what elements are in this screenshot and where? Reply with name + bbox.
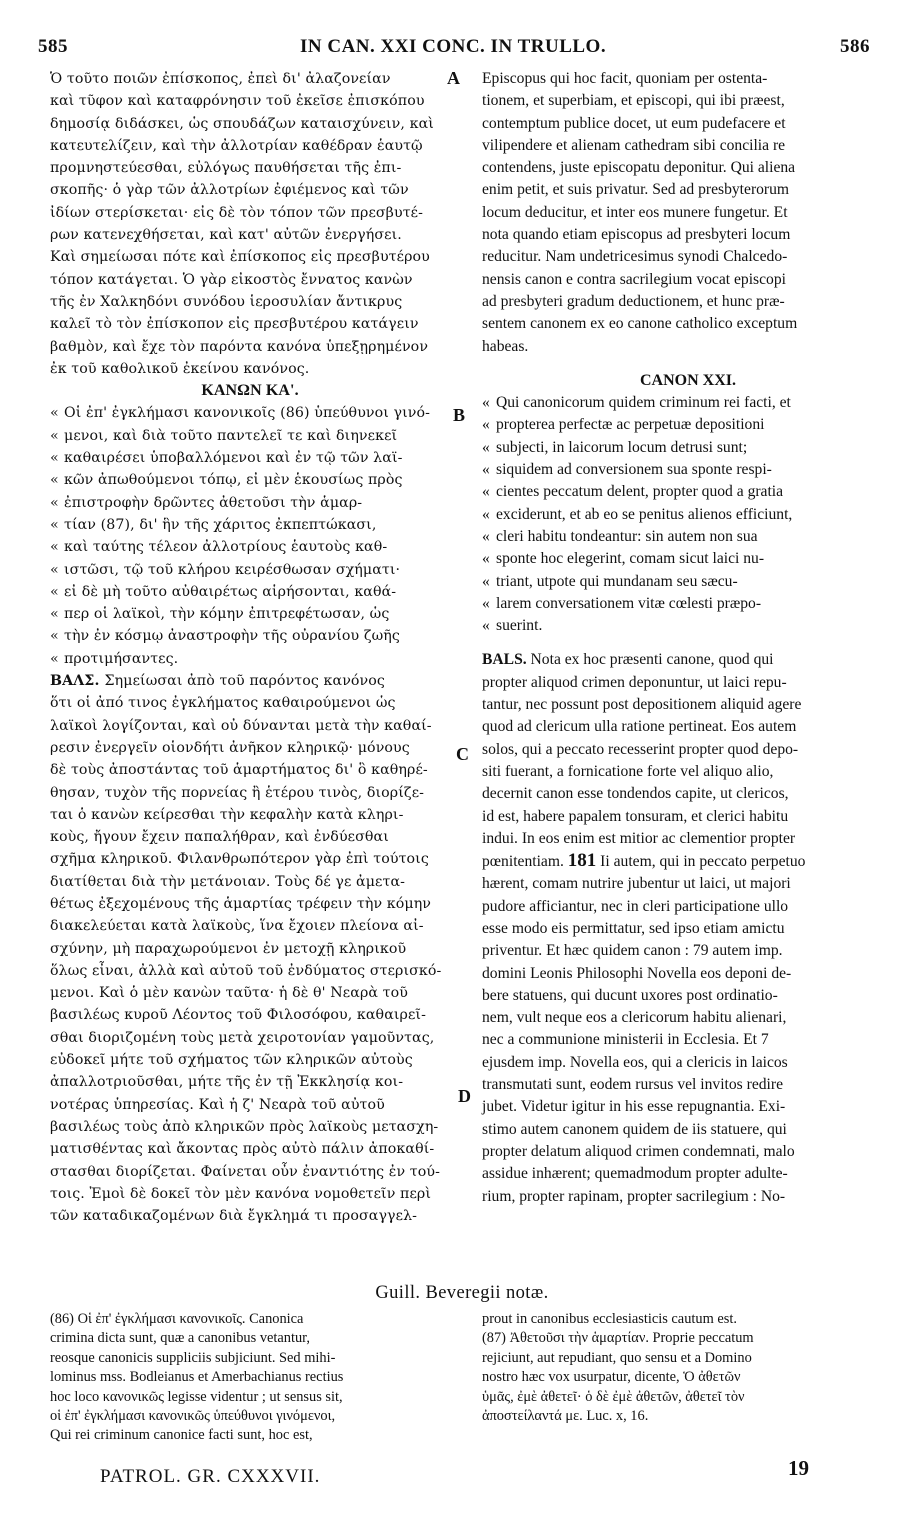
text-line [50,90,450,112]
quote-mark: « [482,572,490,590]
quote-mark: « [50,405,59,422]
note-line [50,1407,464,1426]
commentary-line [482,963,894,985]
commentary-line [50,782,450,804]
commentary-line-text: βασιλέως κυροῦ Λέοντος τοῦ Φιλοσόφου, καθαιρεῖ- [50,1007,426,1024]
commentary-line [50,871,450,893]
commentary-line-text: βασιλέως τοὺς ἀπὸ κληρικῶν πρὸς λαϊκοὺς μετασχη- [50,1118,439,1135]
latin-bals-181-pre: pœnitentiam. [482,853,564,871]
commentary-line [482,806,894,828]
greek-balsamon-commentary [50,670,450,1227]
quote-mark: « [50,472,59,489]
text-line [50,135,450,157]
canon-line-text: sponte hoc elegerint, comam sicut laici nu- [496,550,765,568]
text-line-text: nensis canon e contra sacrilegium vocat episcopi [482,270,786,288]
footer-series: PATROL. GR. CXXXVII. [100,1466,321,1487]
commentary-line-text: nem, vult neque eos a clericorum habitu alienari, [482,1009,787,1027]
latin-balsamon-continued [482,873,894,1207]
column-number-181: 181 [567,850,597,872]
commentary-line-text: ται ὁ κανὼν κείρεσθαι τὴν κεφαλὴν κατὰ κληρι- [50,806,404,823]
quote-mark: « [482,550,490,568]
quote-mark: « [482,483,490,501]
text-line-text: habeas. [482,337,529,355]
page-number-left: 585 [38,36,68,57]
latin-column [482,68,894,1208]
text-line [50,336,450,358]
text-line [482,313,894,335]
text-line-text: σκοπῆς· ὁ γὰρ τῶν ἀλλοτρίων ἐφιέμενος καὶ τῶν [50,182,409,199]
commentary-line [482,1029,894,1051]
canon-line-text: siquidem ad conversionem sua sponte respi- [496,461,772,479]
canon-line [482,414,894,436]
commentary-line [482,1141,894,1163]
canon-line-text: ἐπιστροφὴν δρῶντες ἀθετοῦσι τὴν ἁμαρ- [64,494,363,511]
latin-bals-181-post: Ii autem, qui in peccato perpetuo [600,853,806,871]
commentary-line-text: tantur, nec possunt post depositionem aliquid agere [482,696,802,714]
note-line [482,1388,894,1407]
commentary-line-text: decernit canon esse tondendos capite, ut clericos, [482,785,789,803]
commentary-line-text: indui. In eos enim est mitior ac clementior propter [482,829,796,847]
commentary-line-text: assidue inhærent; quemadmodum propter adulte- [482,1165,788,1183]
canon-line [50,425,450,447]
greek-canon-text [50,402,450,670]
note-line [482,1329,894,1348]
commentary-line-text: bere statuens, qui ducunt uxores post ordinatio- [482,986,778,1004]
commentary-line-text: ejusdem imp. Novella eos, qui a clericis in laicos [482,1053,788,1071]
commentary-line [50,1138,450,1160]
margin-marker-d: D [458,1086,471,1106]
commentary-line-text: priventur. Et hæc quidem canon : 79 autem imp. [482,942,783,960]
text-line-text: τῆς ἐν Χαλκηδόνι συνόδου ἱεροσυλίαν ἄντικρυς [50,293,403,310]
commentary-line-text: διακελεύεται κατὰ λαϊκοὺς, ἵνα ἔχοιεν πλείονα αἰ- [50,918,424,935]
commentary-line-text: θέτως ἐξεχομένους τῆς ἁμαρτίας τρέφειν τὴν κόμην [50,895,432,912]
text-line-text: Episcopus qui hoc facit, quoniam per ostenta- [482,70,768,87]
commentary-line [482,896,894,918]
commentary-line-text: id est, habere papalem tonsuram, et clerici habitu [482,807,789,825]
commentary-line-text: Nota ex hoc præsenti canone, quod qui [530,651,774,669]
text-line [482,90,894,112]
commentary-line [482,649,894,671]
canon-line [482,392,894,414]
commentary-line [482,828,894,850]
commentary-line-text: Σημείωσαι ἀπὸ τοῦ παρόντος κανόνος [104,673,385,690]
commentary-line [482,672,894,694]
note-line-text: (87) Ἀθετοῦσι τὴν ἁμαρτίαν. Proprie peccatum [482,1330,754,1347]
commentary-label: BALS. [482,651,531,669]
commentary-line [50,1205,450,1227]
canon-line [482,548,894,570]
quote-mark: « [50,561,59,578]
commentary-label: ΒΑΛΣ. [50,673,105,690]
latin-canon-text [482,392,894,637]
note-line [50,1349,464,1368]
canon-line [482,526,894,548]
text-line [482,246,894,268]
commentary-line-text: τῶν καταδικαζομένων διὰ ἔγκλημά τι προσαγγελ- [50,1208,418,1225]
commentary-line [50,1071,450,1093]
commentary-line-text: nec a communione ministerii in Ecclesia. Et 7 [482,1031,769,1049]
text-line-text: ad presbyteri gradum deductionem, et hunc præ- [482,292,785,310]
commentary-line-text: λαϊκοὶ λογίζονται, καὶ οὐ δύνανται μετὰ τὴν καθαί- [50,717,432,734]
text-line [482,224,894,246]
commentary-line-text: solos, qui a peccato recesserint propter quod depo- [482,740,799,758]
note-line [50,1426,464,1445]
note-line [482,1368,894,1387]
text-line-text: Καὶ σημείωσαι πότε καὶ ἐπίσκοπος εἰς πρεσβυτέρου [50,249,430,266]
text-line-text: ἐκ τοῦ καθολικοῦ ἐκείνου κανόνος. [50,360,310,377]
quote-mark: « [482,461,490,479]
margin-marker-b: B [453,405,466,425]
commentary-line-text: quod ad clericum ulla ratione pertineat. Eos autem [482,718,797,736]
commentary-line [50,1116,450,1138]
canon-line-text: καὶ ταύτης τέλεον ἀλλοτρίους ἑαυτοὺς καθ- [64,539,388,556]
text-line-text: enim petit, et suis privatur. Sed ad presbyterorum [482,181,790,199]
commentary-line [482,918,894,940]
canon-line-text: subjecti, in laicorum locum detrusi sunt; [496,438,748,456]
commentary-line-text: rium, propter rapinam, propter sacrilegium : No- [482,1187,786,1205]
canon-line [482,504,894,526]
canon-line-text: κῶν ἀπωθούμενοι τόπῳ, εἰ μὲν ἑκουσίως πρὸς [64,472,403,489]
canon-line [482,615,894,637]
canon-line [50,581,450,603]
note-line-text: reosque canonicis suppliciis subjiciunt. Sed mihi- [50,1349,336,1366]
note-line-text: ὑμᾶς, ἐμὲ ἀθετεῖ· ὁ δὲ ἐμὲ ἀθετῶν, ἀθετεῖ τὸν [482,1388,745,1405]
canon-line-text: τίαν (87), δι' ἣν τῆς χάριτος ἐκπεπτώκασι, [64,516,377,533]
notes-right-column [482,1310,894,1426]
canon-line [50,559,450,581]
text-line-text: reducitur. Nam undetricesimus synodi Chalcedo- [482,248,788,266]
commentary-line [50,759,450,781]
text-line [482,336,894,358]
canon-line [482,481,894,503]
canon-line [482,593,894,615]
note-line-text: nostro hæc vox usurpatur, dicente, Ὁ ἀθετῶν [482,1369,741,1386]
canon-line [50,469,450,491]
canon-line [50,492,450,514]
canon-line [50,447,450,469]
quote-mark: « [50,539,59,556]
latin-intro [482,68,894,358]
commentary-line [50,1094,450,1116]
text-line-text: βαθμὸν, καὶ ἔχε τὸν παρόντα κανόνα ὑπεξῃρημένον [50,338,429,355]
commentary-line-text: δὲ τοὺς ἀποστάντας τοῦ ἁμαρτήματος δι' ὃ καθηρέ- [50,762,428,779]
canon-line-text: προτιμήσαντες. [64,650,179,667]
commentary-line-text: σχύνην, μὴ παραχωρούμενοι ἐν μετοχῇ κληρικοῦ [50,940,407,957]
commentary-line [482,1119,894,1141]
commentary-line-text: hærent, comam nutrire jubentur ut laici, ut majori [482,875,791,893]
commentary-line-text: σθαι διοριζομένη τοὺς μετὰ χειροτονίαν γαμοῦντας, [50,1029,435,1046]
commentary-line [50,960,450,982]
text-line-text: δημοσίᾳ διδάσκει, ὡς σπουδάζων καταισχύνειν, καὶ [50,115,434,132]
canon-line-text: Qui canonicorum quidem criminum rei facti, et [496,394,791,412]
commentary-line [50,915,450,937]
text-line [482,202,894,224]
commentary-line-text: domini Leonis Philosophi Novella eos deponi de- [482,964,792,982]
text-line-text: καλεῖ τὸ τὸν ἐπίσκοπον εἰς πρεσβυτέρου κατάγειν [50,316,419,333]
canon-line [50,514,450,536]
commentary-line-text: propter aliquod crimen deponuntur, ut laici repu- [482,673,787,691]
commentary-line-text: μενοι. Καὶ ὁ μὲν κανὼν ταῦτα· ἡ δὲ θ' Νεαρὰ τοῦ [50,985,408,1002]
note-line [482,1407,894,1426]
commentary-line [50,737,450,759]
commentary-line [482,985,894,1007]
commentary-line [50,848,450,870]
text-line [482,157,894,179]
text-line [50,202,450,224]
text-line-text: tionem, et superbiam, et episcopi, qui ibi præest, [482,92,785,110]
note-line-text: crimina dicta sunt, quæ a canonibus vetantur, [50,1330,310,1347]
canon-line [482,459,894,481]
canon-line-text: καθαιρέσει ὑποβαλλόμενοι καὶ ἐν τῷ τῶν λαϊ- [64,450,403,467]
text-line [50,246,450,268]
canon-line [50,648,450,670]
text-line [50,113,450,135]
quote-mark: « [482,394,490,412]
commentary-line [482,1074,894,1096]
greek-intro [50,68,450,380]
canon-line [50,625,450,647]
canon-line-text: cleri habitu tondeantur: sin autem non sua [496,527,758,545]
text-line-text: κατευτελίζειν, καὶ τὴν ἀλλοτρίαν καθέδραν ἑαυτῷ [50,137,423,154]
commentary-line-text: transmutati sunt, eodem rursus vel invitos redire [482,1076,783,1094]
commentary-line [50,1004,450,1026]
canon-line-text: μενοι, καὶ διὰ τοῦτο παντελεῖ τε καὶ διηνεκεῖ [64,427,398,444]
text-line [50,68,450,90]
canon-line-text: larem conversationem vitæ cœlesti præpo- [496,594,762,612]
quote-mark: « [482,416,490,434]
canon-line [50,603,450,625]
quote-mark: « [482,594,490,612]
footer-signature: 19 [788,1456,809,1480]
text-line [50,179,450,201]
canon-line [50,402,450,424]
greek-column [50,68,450,1227]
canon-line [482,571,894,593]
note-line-text: lominus mss. Bodleianus et Amerbachianus rectius [50,1369,344,1386]
commentary-line [482,761,894,783]
text-line [50,313,450,335]
commentary-line [482,1007,894,1029]
text-line [50,291,450,313]
note-line-text: rejiciunt, aut repudiant, quo sensu et a Domino [482,1349,752,1366]
quote-mark: « [482,617,490,635]
commentary-line [50,1183,450,1205]
text-line [482,179,894,201]
latin-canon-heading: CANON XXI. [640,371,736,389]
text-line [482,135,894,157]
commentary-line-text: esse modo eis permittatur, sed ipso etiam amictu [482,919,785,937]
text-line [50,269,450,291]
commentary-line-text: τοις. Ἐμοὶ δὲ δοκεῖ τὸν μὲν κανόνα νομοθετεῖν περὶ [50,1185,432,1202]
text-line-text: καὶ τῦφον καὶ καταφρόνησιν τοῦ ἐκεῖσε ἐπισκόπου [50,93,425,110]
canon-line-text: τὴν ἐν κόσμῳ ἀναστροφὴν τῆς οὐρανίου ζωῆς [64,628,400,645]
note-line [50,1368,464,1387]
quote-mark: « [50,606,59,623]
commentary-line-text: διατίθεται διὰ τὴν μετάνοιαν. Τοὺς δέ γε ἀμετα- [50,873,406,890]
commentary-line-text: σχῆμα κληρικοῦ. Φιλανθρωπότερον γὰρ ἐπὶ τούτοις [50,851,429,868]
commentary-line [50,893,450,915]
canon-line-text: propterea perfectæ ac perpetuæ depositioni [496,416,765,434]
text-line-text: προμνηστεύεσθαι, εὐλόγως παυθήσεται τῆς ἐπι- [50,160,402,177]
commentary-line-text: stimo autem canonem quidem de iis statuere, qui [482,1120,787,1138]
commentary-line-text: ἀπαλλοτριοῦσθαι, μήτε τῆς ἐν τῇ Ἐκκλησίᾳ κοι- [50,1074,404,1091]
commentary-line-text: κοὺς, ἤγουν ἔχειν παπαλήθραν, καὶ ἐνδύεσθαι [50,829,389,846]
commentary-line-text: εὐδοκεῖ μήτε τοῦ σχήματος τῶν κληρικῶν αὐτοὺς [50,1052,413,1069]
note-line [50,1388,464,1407]
canon-line-text: ιστῶσι, τῷ τοῦ κλήρου κειρέσθωσαν σχήματι· [64,561,401,578]
commentary-line-text: ρεσιν ἐνεργεῖν οἱονδήτι ἀνῆκον κληρικῷ· μόνους [50,739,410,756]
canon-line-text: εἰ δὲ μὴ τοῦτο αὐθαιρέτως αἱρήσονται, καθά- [64,583,397,600]
commentary-line [50,715,450,737]
note-line-text: οἱ ἐπ' ἐγκλήμασι κανονικῶς ὑπεύθυνοι γινόμενοι, [50,1408,336,1425]
canon-line-text: suerint. [496,617,543,635]
commentary-line [50,670,450,692]
commentary-line-text: ματισθέντας καὶ ἄκοντας πρὸς αὐτὸ πάλιν ἀποκαθί- [50,1141,435,1158]
note-line-text: ἀποστείλαντά με. Luc. x, 16. [482,1408,649,1425]
text-line-text: nota quando etiam episcopus ad presbyteri locum [482,226,791,244]
commentary-line [482,694,894,716]
quote-mark: « [482,505,490,523]
text-line-text: vilipendere et alienam cathedram sibi concilia re [482,136,786,154]
note-line-text: (86) Οἱ ἐπ' ἐγκλήμασι κανονικοῖς. Canonica [50,1311,304,1327]
canon-line-text: exciderunt, et ab eo se penitus alienos efficiunt, [496,505,793,523]
quote-mark: « [482,438,490,456]
text-line [482,291,894,313]
note-line-text: hoc loco κανονικῶς legisse videntur ; ut sensus sit, [50,1388,343,1405]
quote-mark: « [50,583,59,600]
commentary-line [482,716,894,738]
commentary-line-text: θησαν, τυχὸν τῆς πορνείας ἢ ἑτέρου τινὸς, διορίζε- [50,784,425,801]
text-line-text: Ὁ τοῦτο ποιῶν ἐπίσκοπος, ἐπεὶ δι' ἀλαζονείαν [50,71,391,87]
commentary-line-text: jubet. Videtur igitur in his esse repugnantia. Exi- [482,1098,786,1116]
page-number-right: 586 [840,36,870,57]
margin-marker-a: A [447,68,460,88]
commentary-line [482,739,894,761]
note-line [482,1349,894,1368]
text-line-text: τόπον κατάγεται. Ὁ γὰρ εἰκοστὸς ἔννατος κανὼν [50,271,413,288]
latin-balsamon-commentary [482,649,894,850]
quote-mark: « [50,450,59,467]
note-line [482,1310,894,1329]
quote-mark: « [482,527,490,545]
notes-title: Guill. Beveregii notæ. [375,1283,549,1303]
commentary-line [50,982,450,1004]
commentary-line [482,783,894,805]
running-title: IN CAN. XXI CONC. IN TRULLO. [300,36,607,57]
quote-mark: « [50,427,59,444]
quote-mark: « [50,516,59,533]
running-header [0,36,924,66]
commentary-line [482,940,894,962]
commentary-line [50,804,450,826]
canon-line [50,536,450,558]
text-line-text: ρων κατενεχθήσεται, καὶ κατ' αὐτῶν ἐνεργήσει. [50,227,402,244]
text-line [50,224,450,246]
commentary-line [50,1049,450,1071]
margin-marker-c: C [456,744,469,764]
text-line-text: contendens, juste episcopatu deponitur. Qui aliena [482,159,796,177]
text-line [50,358,450,380]
note-line [50,1329,464,1348]
commentary-line [482,1163,894,1185]
text-line-text: locum deducitur, et inter eos munere fungetur. Et [482,203,788,221]
commentary-line-text: pudore afficiantur, nec in cleri participatione ullo [482,897,789,915]
commentary-line [482,1096,894,1118]
quote-mark: « [50,650,59,667]
greek-canon-heading: ΚΑΝΩΝ ΚΑ'. [201,382,299,400]
notes-left-column [50,1310,464,1446]
quote-mark: « [50,494,59,511]
quote-mark: « [50,628,59,645]
text-line-text: sentem canonem ex eo canone catholico exceptum [482,315,798,333]
commentary-line [482,873,894,895]
note-line [50,1310,464,1329]
commentary-line [50,938,450,960]
commentary-line-text: propter delatum aliquod crimen condemnati, malo [482,1142,795,1160]
commentary-line [50,1161,450,1183]
commentary-line [50,692,450,714]
commentary-line-text: ὅτι οἱ ἀπό τινος ἐγκλήματος καθαιρούμενοι ὡς [50,695,396,712]
canon-line [482,437,894,459]
text-line [482,269,894,291]
latin-bals-line-181 [482,850,894,873]
commentary-line-text: νοτέρας ὑπηρεσίας. Καὶ ἡ ζ' Νεαρὰ τοῦ αὐτοῦ [50,1096,385,1113]
text-line-text: contemptum publice docet, ut eum pudefacere et [482,114,786,132]
commentary-line-text: ὅλως εἶναι, ἀλλὰ καὶ αὐτοῦ τοῦ ἐνδύματος στερισκό- [50,962,442,979]
text-line [482,68,894,90]
canon-line-text: cientes peccatum delent, propter quod a gratia [496,483,784,501]
text-line-text: ἰδίων στερίσκεται· εἰς δὲ τὸν τόπον τῶν πρεσβυτέ- [50,204,423,221]
note-line-text: Qui rei criminum canonice facti sunt, hoc est, [50,1427,313,1444]
commentary-line [482,1052,894,1074]
commentary-line-text: στασθαι διορίζεται. Φαίνεται οὖν ἐναντιότης ἐν τού- [50,1163,441,1180]
canon-line-text: Οἱ ἐπ' ἐγκλήμασι κανονικοῖς (86) ὑπεύθυνοι γινό- [64,405,431,422]
text-line [50,157,450,179]
commentary-line-text: siti fuerant, a fornicatione forte vel aliquo alio, [482,762,774,780]
commentary-line [50,826,450,848]
commentary-line [482,1186,894,1208]
canon-line-text: περ οἱ λαϊκοὶ, τὴν κόμην ἐπιτρεφέτωσαν, ὡς [64,606,390,623]
commentary-line [50,1027,450,1049]
note-line-text: prout in canonibus ecclesiasticis cautum est. [482,1311,737,1327]
text-line [482,113,894,135]
canon-line-text: triant, utpote qui mundanam seu sæcu- [496,572,738,590]
